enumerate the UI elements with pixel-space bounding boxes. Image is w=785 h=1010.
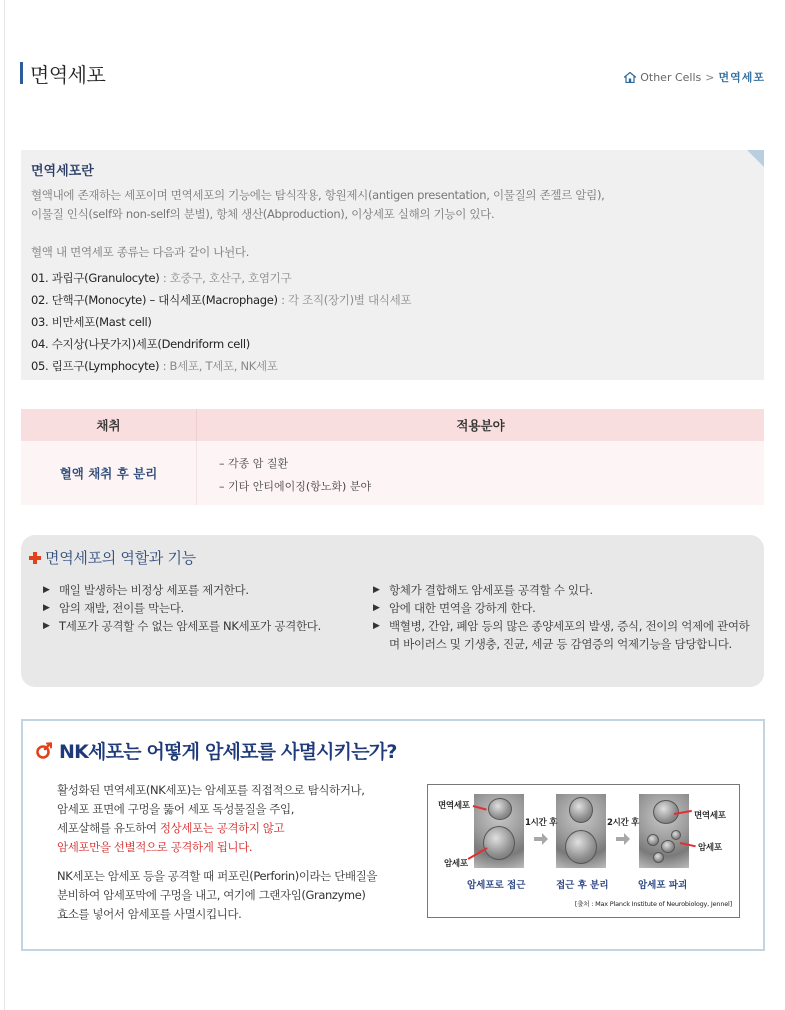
list-item: ▶ 암의 재발, 전이를 막는다.: [43, 601, 184, 615]
table-cell-method: 혈액 채취 후 분리: [21, 441, 197, 505]
table-header-row: [21, 409, 764, 441]
page-left-border: [4, 0, 5, 1010]
list-item: 03. 비만세포(Mast cell): [31, 315, 152, 329]
nk-paragraph-line: [57, 838, 252, 857]
highlight-text: 정상세포는 공격하지 않고: [159, 821, 285, 835]
intro-title: 면역세포란: [31, 164, 94, 179]
intro-paragraph-line-1: 혈액내에 존재하는 세포이며 면역세포의 기능에는 탐식작용, 항원제시(antigen presentation, 이물질의 존젤르 알림),: [31, 188, 605, 202]
figure-label-immune-cell-right: 면역세포: [694, 811, 726, 821]
list-item: ▶ 항체가 결합해도 암세포를 공격할 수 있다.: [373, 583, 593, 597]
cell-type-list: [31, 267, 411, 377]
role-list-left: [43, 581, 373, 635]
breadcrumb-current: 면역세포: [718, 71, 765, 84]
bullet-triangle-icon: ▶: [43, 603, 50, 613]
nk-paragraph-line: 암세포 표면에 구멍을 뚫어 세포 독성물질을 주입,: [57, 802, 294, 816]
nk-paragraph-line: NK세포는 암세포 등을 공격할 때 퍼포린(Perforin)이라는 단배질을: [57, 869, 378, 883]
arrow-right-icon: [534, 833, 548, 845]
figure-source: [출처 : Max Planck Institute of Neurobiology, Jennel]: [574, 900, 732, 908]
bullet-triangle-icon: ▶: [43, 585, 50, 595]
list-item: ▶ T세포가 공격할 수 없는 암세포를 NK세포가 공격한다.: [43, 619, 321, 633]
nk-paragraph-line: 활성화된 면역세포(NK세포)는 암세포를 직접적으로 탐식하거나,: [57, 783, 365, 797]
intro-paragraph-line-2: 이물질 인식(self와 non-self의 분별), 항체 생산(Abproduction), 이상세포 실해의 기능이 있다.: [31, 207, 495, 221]
figure-caption-destruction: 암세포 파괴: [638, 880, 688, 891]
nk-title: [35, 737, 397, 764]
application-item: – 기타 안티에이징(항노화) 분야: [219, 480, 372, 493]
usage-table: [21, 409, 764, 505]
application-item: – 각종 암 질환: [219, 457, 289, 470]
nk-paragraph-line: 분비하여 암세포막에 구멍을 내고, 여기에 그랜자임(Granzyme): [57, 888, 366, 902]
micrograph-approach: [474, 794, 524, 868]
bullet-triangle-icon: ▶: [373, 621, 380, 631]
table-row: [21, 441, 764, 505]
nk-attack-figure: [427, 784, 740, 918]
micrograph-destruction: [639, 794, 689, 868]
table-header-method: 채취: [21, 409, 197, 441]
bullet-triangle-icon: ▶: [373, 603, 380, 613]
plus-icon: [29, 552, 41, 564]
figure-label-cancer-cell-right: 암세포: [698, 843, 722, 853]
list-item: 05. 림프구(Lymphocyte) : B세포, T세포, NK세포: [31, 359, 278, 373]
intro-list-intro: 혈액 내 면역세포 종류는 다음과 같이 나뉜다.: [31, 245, 250, 259]
highlight-text: 암세포만을 선별적으로 공격하게 됩니다.: [57, 840, 253, 854]
corner-fold-decoration: [747, 150, 764, 167]
role-title: [29, 547, 196, 568]
page-title: 면역세포: [30, 63, 106, 87]
figure-label-cancer-cell: 암세포: [444, 859, 468, 869]
title-accent-bar: [20, 62, 23, 84]
role-box: [21, 535, 764, 687]
nk-paragraph-line: 세포살해를 유도하여 정상세포는 공격하지 않고: [57, 821, 285, 835]
breadcrumb: [624, 69, 765, 85]
link-ring-icon: [35, 742, 53, 760]
nk-cell-box: [21, 719, 765, 951]
figure-label-immune-cell: 면역세포: [438, 801, 470, 811]
home-icon[interactable]: [624, 72, 636, 83]
breadcrumb-separator: >: [705, 70, 715, 84]
figure-label-1h: 1시간 후: [525, 818, 558, 828]
list-item: ▶ 매일 발생하는 비정상 세포를 제거한다.: [43, 583, 249, 597]
role-list-right: [373, 581, 751, 653]
bullet-triangle-icon: ▶: [43, 621, 50, 631]
list-item: ▶ 백혈병, 간암, 폐암 등의 많은 종양세포의 발생, 증식, 전이의 억제에 관여하며 바이러스 및 기생충, 진균, 세균 등 감염증의 억제기능을 담당합니다.: [373, 619, 750, 651]
figure-label-2h: 2시간 후: [607, 818, 640, 828]
breadcrumb-parent-link[interactable]: Other Cells: [640, 70, 702, 84]
nk-title-text: NK세포는 어떻게 암세포를 사멸시키는가?: [59, 741, 397, 763]
arrow-right-icon: [616, 833, 630, 845]
intro-box: [21, 150, 764, 380]
page-header: [20, 58, 765, 88]
table-cell-application: [197, 441, 764, 505]
list-item: 01. 과립구(Granulocyte) : 호중구, 호산구, 호염기구: [31, 271, 292, 285]
figure-caption-approach: 암세포로 접근: [467, 880, 526, 891]
bullet-triangle-icon: ▶: [373, 585, 380, 595]
nk-paragraph-line: 효소를 넣어서 암세포를 사멸시킵니다.: [57, 907, 242, 921]
list-item: ▶ 암에 대한 면역을 강하게 한다.: [373, 601, 536, 615]
role-title-text: 면역세포의 역할과 기능: [45, 549, 196, 567]
micrograph-separation: [556, 794, 606, 868]
figure-caption-separation: 접근 후 분리: [556, 880, 609, 891]
table-header-application: 적용분야: [456, 418, 505, 433]
list-item: 04. 수지상(나뭇가지)세포(Dendriform cell): [31, 337, 250, 351]
list-item: 02. 단핵구(Monocyte) – 대식세포(Macrophage) : 각 조직(장기)별 대식세포: [31, 293, 412, 307]
